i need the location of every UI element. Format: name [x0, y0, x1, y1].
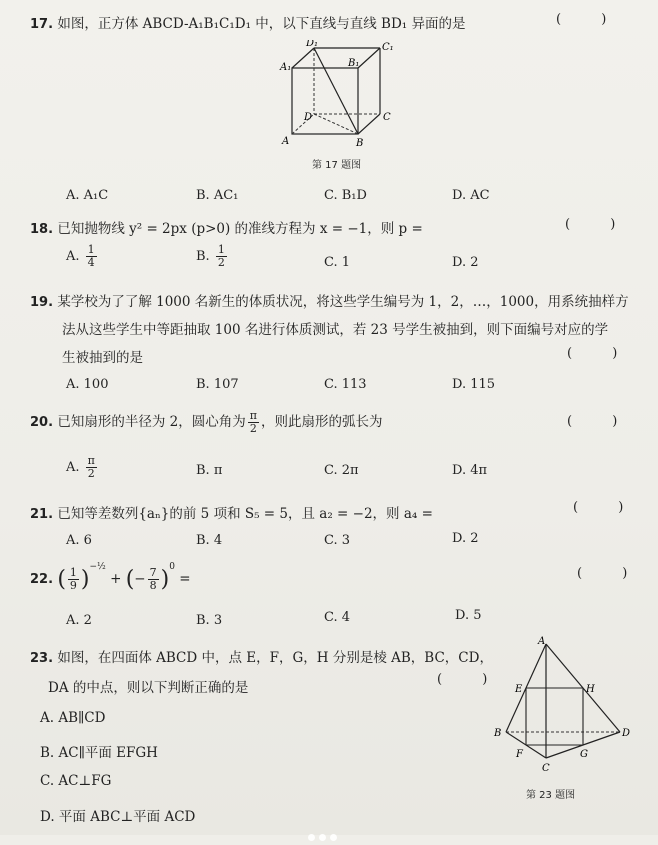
q17-stem-line [30, 12, 466, 32]
q23-stem-line-1 [30, 646, 493, 666]
q22-answer-paren: ( ) [577, 566, 646, 581]
q22-equals: = [179, 571, 191, 587]
q22-option-c: C. 4 [324, 610, 351, 625]
q19-stem-line-1 [30, 290, 629, 310]
q23-option-d: D. 平面 ABC⊥平面 ACD [40, 809, 196, 825]
q18-option-b-prefix: B. [196, 249, 210, 264]
q23-tetrahedron-figure [488, 636, 630, 774]
q20-stem-b: ，则此扇形的弧长为 [260, 414, 383, 430]
q17-label-C: C [383, 112, 391, 123]
q22-option-d: D. 5 [455, 608, 482, 623]
q22-fraction-2 [148, 567, 159, 592]
q22-f2-denominator: 8 [149, 579, 157, 592]
q23-label-G: G [580, 749, 588, 760]
q17-label-A1: A₁ [280, 62, 292, 73]
q23-line1: 如图，在四面体 ABCD 中，点 E，F，G，H 分别是棱 AB，BC，CD， [57, 650, 493, 666]
q23-figure-caption: 第 23 题图 [526, 790, 576, 801]
q23-label-B: B [494, 728, 502, 739]
q17-answer-paren: ( ) [556, 12, 625, 27]
q17-number: 17. [30, 17, 54, 32]
q19-option-d: D. 115 [452, 377, 496, 392]
q22-stem-line [30, 562, 191, 592]
q20-option-a [66, 455, 99, 480]
q23-label-H: H [586, 684, 595, 695]
q20-option-b: B. π [196, 463, 223, 478]
q20-option-c: C. 2π [324, 463, 359, 478]
q21-option-a: A. 6 [66, 533, 92, 548]
q21-option-d: D. 2 [452, 531, 479, 546]
q20-option-a-numerator: π [87, 454, 95, 467]
q18-option-b-fraction [216, 244, 227, 269]
q17-option-d: D. AC [452, 188, 490, 203]
q19-line3: 生被抽到的是 [62, 350, 143, 366]
q23-number: 23. [30, 651, 54, 666]
q22-f1-numerator: 1 [69, 566, 77, 579]
q19-answer-paren: ( ) [567, 346, 636, 361]
q22-f1-denominator: 9 [69, 579, 77, 592]
q18-stem: 已知抛物线 y² = 2px (p>0) 的准线方程为 x = −1，则 p = [57, 221, 423, 237]
q22-f2-numerator: 7 [149, 566, 157, 579]
q22-minus: − [134, 571, 146, 587]
q21-option-b: B. 4 [196, 533, 223, 548]
q19-option-b: B. 107 [196, 377, 239, 392]
q22-plus: + [110, 571, 122, 587]
q19-line2: 法从这些学生中等距抽取 100 名进行体质测试，若 23 号学生被抽到，则下面编号对应的学 [62, 322, 609, 338]
q22-right-paren-2: ) [160, 567, 170, 592]
q19-option-c: C. 113 [324, 377, 367, 392]
q22-fraction-1 [68, 567, 79, 592]
q18-option-b-numerator: 1 [217, 243, 225, 256]
page-indicator [308, 826, 352, 834]
q21-option-c: C. 3 [324, 533, 351, 548]
q20-stem-denominator: 2 [249, 422, 257, 435]
q18-option-c: C. 1 [324, 255, 351, 270]
q22-left-paren-1: ( [57, 567, 66, 592]
q17-label-B: B [356, 138, 364, 149]
q18-stem-line [30, 217, 423, 237]
q20-stem-line [30, 410, 382, 435]
q18-number: 18. [30, 222, 54, 237]
q23-label-E: E [515, 684, 523, 695]
q22-exponent-2: 0 [169, 562, 175, 572]
q23-option-b: B. AC∥平面 EFGH [40, 745, 158, 761]
q20-number: 20. [30, 415, 54, 430]
q20-option-a-denominator: 2 [87, 467, 95, 480]
q19-line1: 某学校为了了解 1000 名新生的体质状况，将这些学生编号为 1，2，…，1000，用系统抽样方 [57, 294, 629, 310]
q22-number: 22. [30, 572, 54, 587]
q17-figure-caption: 第 17 题图 [312, 160, 362, 171]
q18-option-a-denominator: 4 [87, 256, 95, 269]
q17-label-C1: C₁ [382, 42, 394, 53]
q18-option-b-denominator: 2 [217, 256, 225, 269]
q21-stem-line [30, 502, 433, 522]
q18-option-b [196, 244, 229, 269]
q22-left-paren-2: ( [125, 567, 135, 592]
q17-option-b: B. AC₁ [196, 188, 239, 203]
q23-answer-paren: ( ) [437, 672, 506, 687]
q17-cube-figure [270, 40, 400, 152]
q22-right-paren-1: ) [80, 567, 90, 592]
q20-answer-paren: ( ) [567, 414, 636, 429]
q23-option-a: A. AB∥CD [40, 710, 106, 726]
q17-stem: 如图，正方体 ABCD-A₁B₁C₁D₁ 中，以下直线与直线 BD₁ 异面的是 [57, 16, 466, 32]
q18-option-a-fraction [86, 244, 97, 269]
q20-option-a-prefix: A. [66, 460, 80, 475]
q22-exponent-1: −½ [89, 562, 106, 572]
q21-answer-paren: ( ) [573, 500, 642, 515]
q17-label-B1: B₁ [348, 58, 360, 69]
q20-option-a-fraction [86, 455, 97, 480]
q21-stem: 已知等差数列{aₙ}的前 5 项和 S₅ = 5，且 a₂ = −2，则 a₄ = [57, 506, 433, 522]
q18-option-a-numerator: 1 [87, 243, 95, 256]
q23-label-D: D [622, 728, 630, 739]
q23-option-c: C. AC⊥FG [40, 773, 112, 789]
q17-option-a: A. A₁C [66, 188, 109, 203]
q17-label-D1: D₁ [306, 40, 319, 49]
q23-label-C: C [542, 763, 550, 774]
q18-option-d: D. 2 [452, 255, 479, 270]
q19-option-a: A. 100 [66, 377, 109, 392]
q22-option-b: B. 3 [196, 613, 223, 628]
q17-label-A: A [282, 136, 290, 147]
q18-option-a [66, 244, 99, 269]
q18-answer-paren: ( ) [565, 217, 634, 232]
q23-label-A: A [538, 636, 546, 647]
q22-option-a: A. 2 [66, 613, 92, 628]
q19-number: 19. [30, 295, 54, 310]
q20-stem-numerator: π [249, 409, 257, 422]
q21-number: 21. [30, 507, 54, 522]
q20-option-d: D. 4π [452, 463, 488, 478]
q18-option-a-prefix: A. [66, 249, 80, 264]
q20-stem-a: 已知扇形的半径为 2，圆心角为 [57, 414, 246, 430]
q17-label-D: D [304, 112, 313, 123]
q23-line2: DA 的中点，则以下判断正确的是 [48, 680, 249, 696]
q17-option-c: C. B₁D [324, 188, 367, 203]
q23-label-F: F [516, 749, 523, 760]
q20-stem-fraction [248, 410, 259, 435]
